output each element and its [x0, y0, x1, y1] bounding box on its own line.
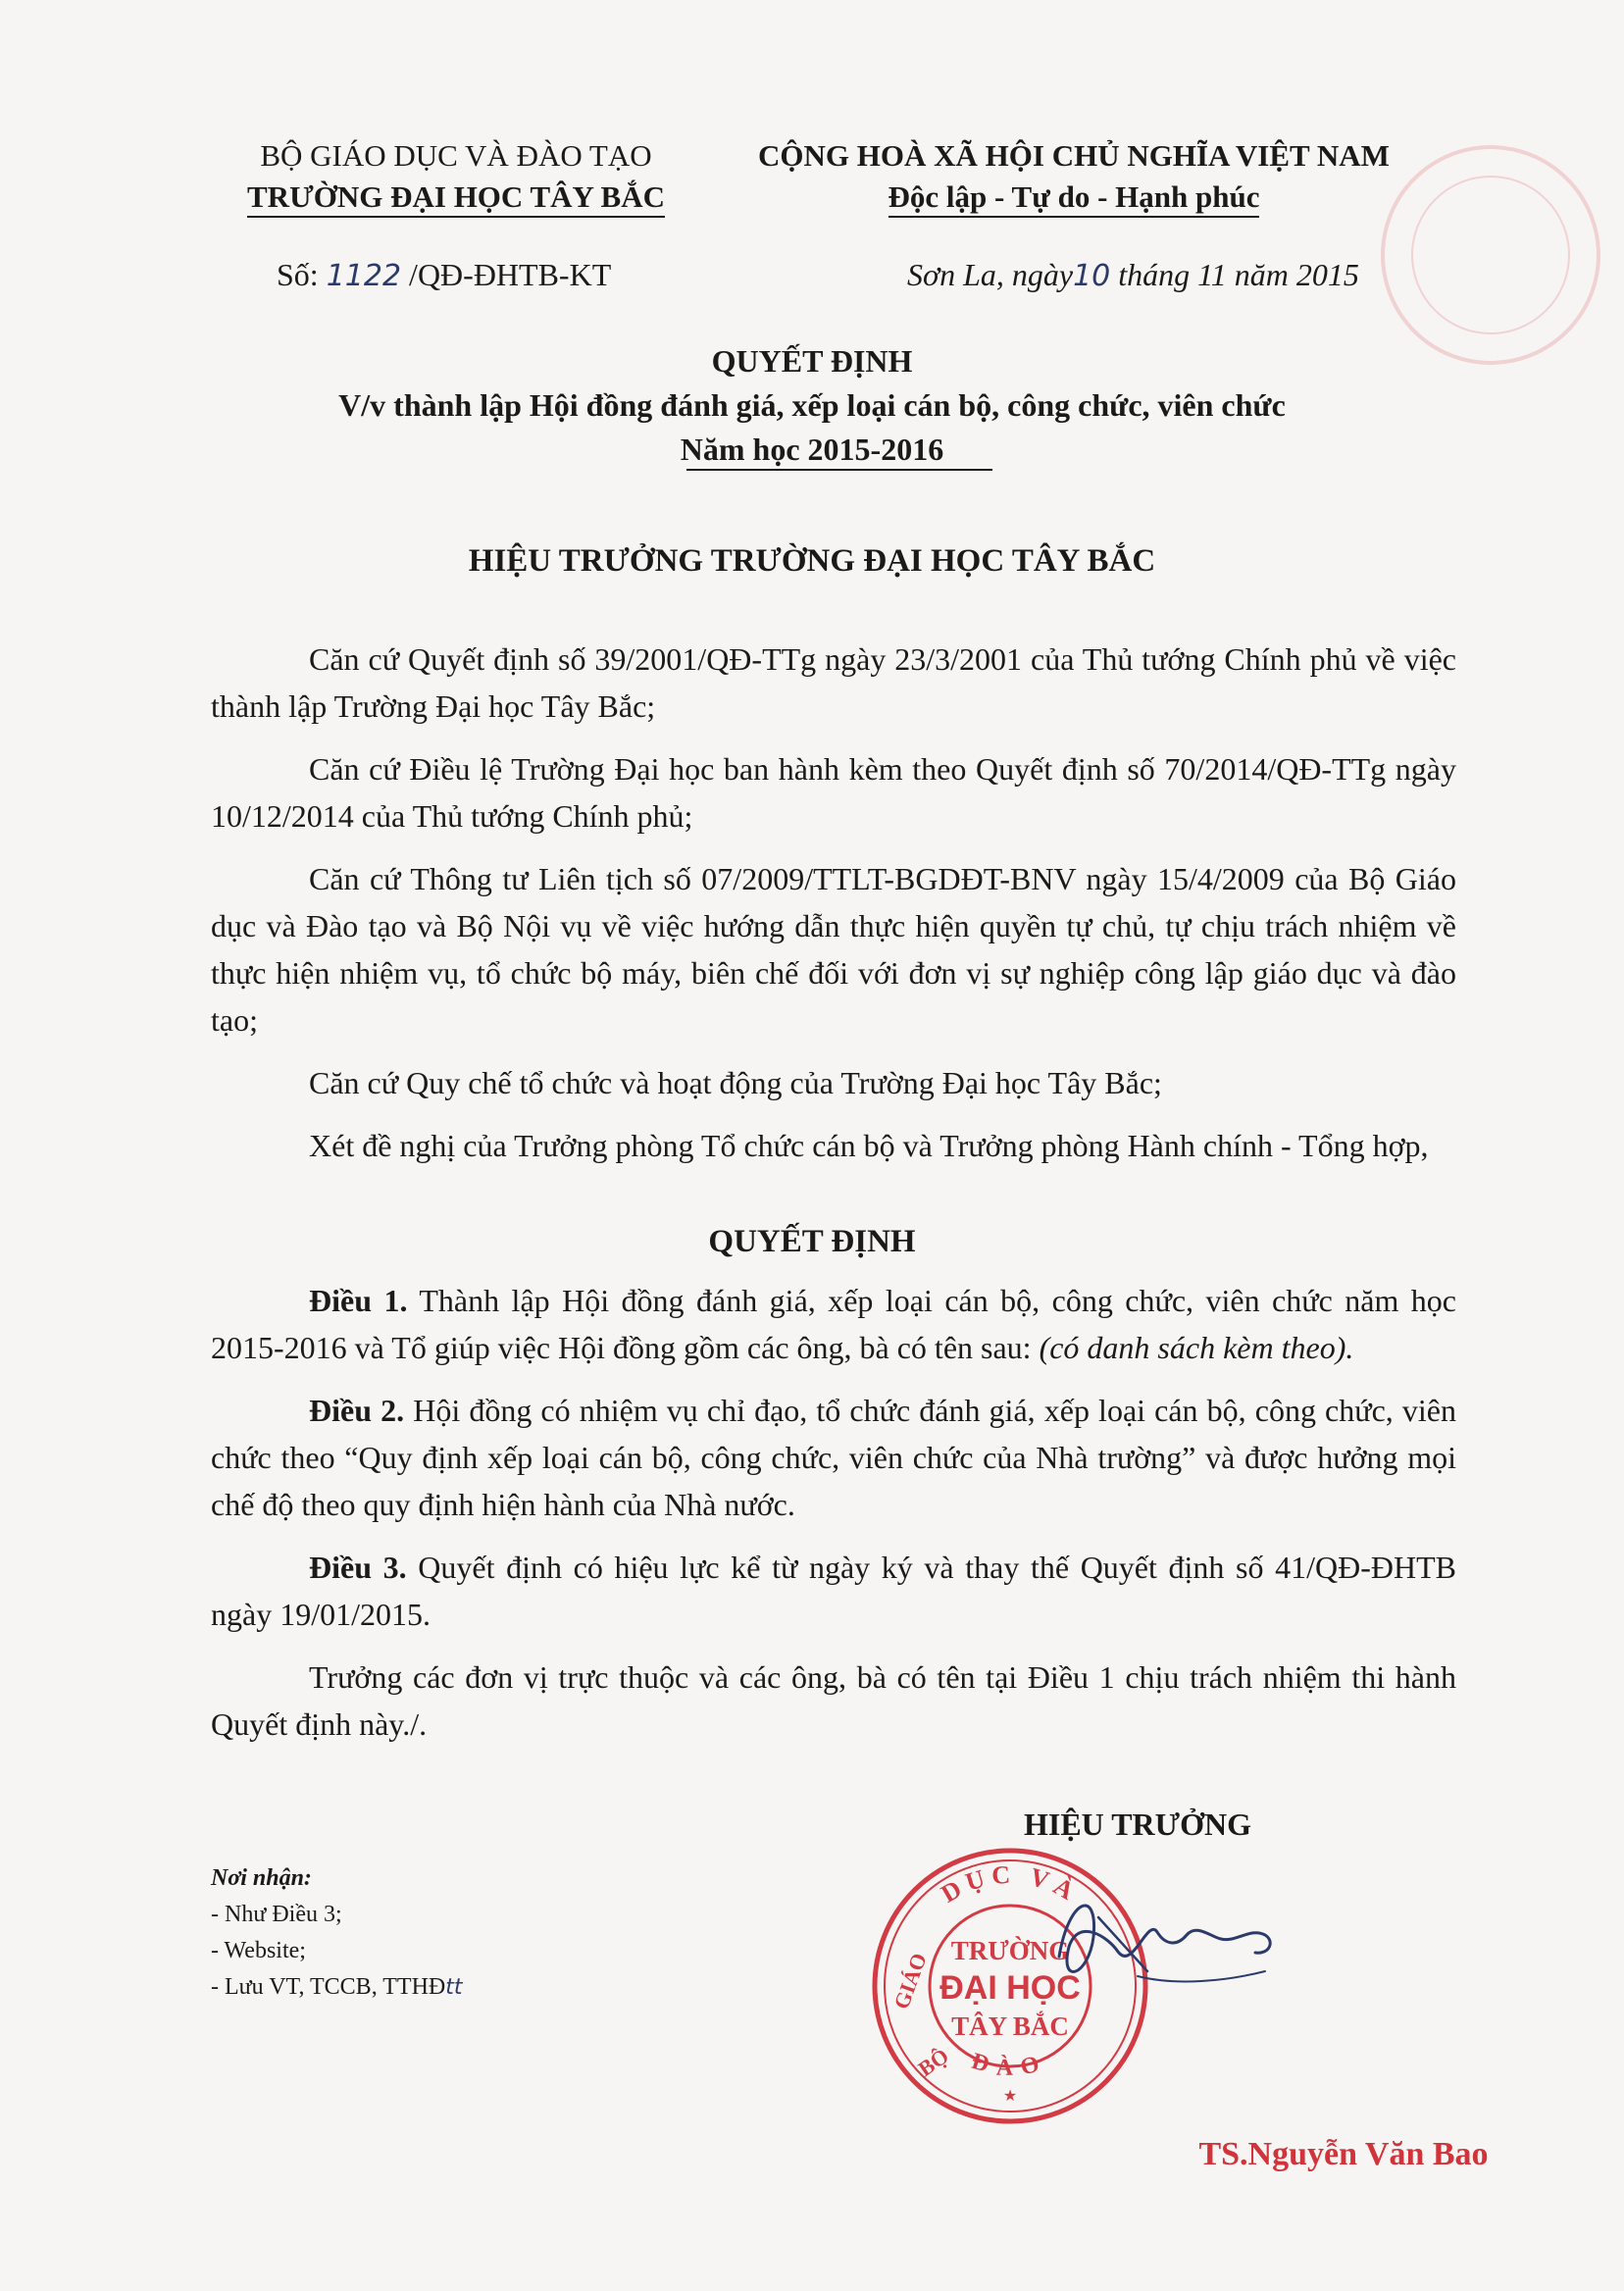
- article-3: Điều 3. Quyết định có hiệu lực kể từ ngày ký và thay thế Quyết định số 41/QĐ-ĐHTB ngày 19/01/2015.: [211, 1550, 1457, 1632]
- article-1: Điều 1. Thành lập Hội đồng đánh giá, xếp loại cán bộ, công chức, viên chức năm học 2015-2016 và Tổ giúp việc Hội đồng gồm các ông, bà có tên sau: (có danh sách kèm theo).: [211, 1283, 1457, 1365]
- handwritten-signature: [1040, 1878, 1294, 2006]
- recipient-item: - Như Điều 3;: [211, 1902, 342, 1927]
- title-divider: [686, 469, 992, 471]
- recipient-item: - Website;: [211, 1938, 306, 1963]
- preamble-item: Xét đề nghị của Trưởng phòng Tổ chức cán bộ và Trưởng phòng Hành chính - Tổng hợp,: [309, 1128, 1429, 1163]
- seal-star-icon: ★: [1002, 2086, 1018, 2105]
- signatory-title: HIỆU TRƯỞNG: [1023, 1807, 1252, 1842]
- handwritten-day: 10: [1073, 259, 1111, 293]
- preamble-item: Căn cứ Điều lệ Trường Đại học ban hành kèm theo Quyết định số 70/2014/QĐ-TTg ngày 10/12/2014 của Thủ tướng Chính phủ;: [211, 751, 1456, 834]
- decision-heading: QUYẾT ĐỊNH: [708, 1224, 916, 1259]
- svg-text:ĐÀO: [969, 2049, 1052, 2081]
- articles: [211, 1277, 1456, 1763]
- seal-line-1: TRƯỜNG: [950, 1936, 1070, 1965]
- seal-bottom-text: ĐÀO: [968, 2048, 1052, 2081]
- preamble-item: Căn cứ Quy chế tổ chức và hoạt động của Trường Đại học Tây Bắc;: [309, 1065, 1162, 1100]
- seal-top-text: DỤC VÀ: [936, 1859, 1085, 1909]
- handwritten-initial: tt: [445, 1975, 463, 2000]
- document-date: Sơn La, ngày10 tháng 11 năm 2015: [907, 257, 1359, 293]
- handwritten-number: 1122: [326, 259, 402, 293]
- closing-clause: Trưởng các đơn vị trực thuộc và các ông, bà có tên tại Điều 1 chịu trách nhiệm thi hành Quyết định này./.: [211, 1659, 1456, 1742]
- recipients: [211, 1860, 701, 2006]
- issuing-authority: [221, 135, 691, 218]
- title-year: Năm học 2015-2016: [680, 432, 944, 467]
- title-subject: V/v thành lập Hội đồng đánh giá, xếp loại cán bộ, công chức, viên chức: [338, 387, 1286, 423]
- title-block: [0, 339, 1624, 472]
- seal-line-3: TÂY BẮC: [951, 2011, 1069, 2041]
- seal-left-bottom-text: BỘ: [913, 2043, 953, 2082]
- signer-name: TS.Nguyễn Văn Bao: [1198, 2136, 1489, 2172]
- recipient-item: - Lưu VT, TCCB, TTHĐtt: [211, 1974, 463, 2000]
- preamble-item: Căn cứ Thông tư Liên tịch số 07/2009/TTLT-BGDĐT-BNV ngày 15/4/2009 của Bộ Giáo dục và Đào tạo và Bộ Nội vụ về việc hướng dẫn thực hiện quyền tự chủ, tự chịu trách nhiệm về thực hiện nhiệm vụ, tổ chức bộ máy, biên chế đối với đơn vị sự nghiệp công lập giáo dục và đào tạo;: [211, 861, 1456, 1038]
- seal-line-2: ĐẠI HỌC: [939, 1969, 1081, 2007]
- document-number: Số: 1122 /QĐ-ĐHTB-KT: [277, 257, 612, 293]
- seal-left-text: GIÁO: [888, 1950, 932, 2012]
- republic-name: CỘNG HOÀ XÃ HỘI CHỦ NGHĨA VIỆT NAM: [758, 138, 1390, 173]
- school-name: TRƯỜNG ĐẠI HỌC TÂY BẮC: [221, 177, 691, 218]
- national-header: [721, 135, 1427, 218]
- recipients-heading: Nơi nhận:: [211, 1865, 312, 1891]
- title-heading: QUYẾT ĐỊNH: [711, 343, 913, 379]
- article-2: Điều 2. Hội đồng có nhiệm vụ chỉ đạo, tổ chức đánh giá, xếp loại cán bộ, công chức, viên chức theo “Quy định xếp loại cán bộ, công chức, viên chức của Nhà trường” và được hưởng mọi chế độ theo quy định hiện hành của Nhà nước.: [211, 1393, 1457, 1522]
- preamble: [211, 636, 1456, 1185]
- preamble-item: Căn cứ Quyết định số 39/2001/QĐ-TTg ngày 23/3/2001 của Thủ tướng Chính phủ về việc thành lập Trường Đại học Tây Bắc;: [211, 641, 1456, 724]
- issuer-heading: HIỆU TRƯỞNG TRƯỜNG ĐẠI HỌC TÂY BẮC: [468, 543, 1156, 579]
- ministry-name: BỘ GIÁO DỤC VÀ ĐÀO TẠO: [260, 138, 652, 173]
- national-motto: Độc lập - Tự do - Hạnh phúc: [721, 177, 1427, 218]
